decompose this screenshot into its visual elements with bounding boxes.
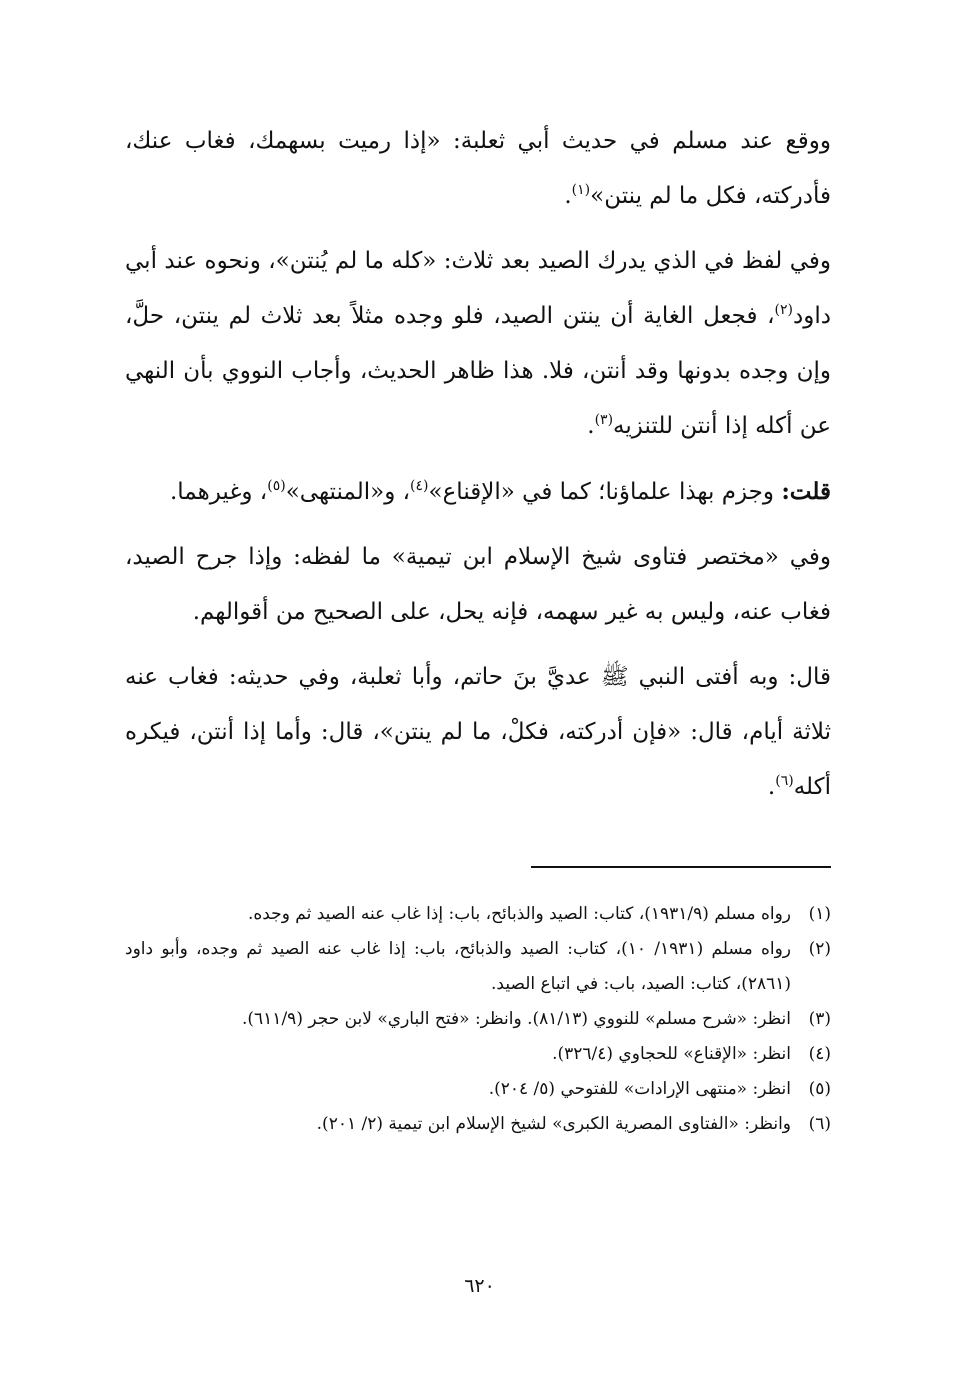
footnote-text: رواه مسلم (١٩٣١/٩)، كتاب: الصيد والذبائح، باب: إذا غاب عنه الصيد ثم وجده. [247, 904, 791, 924]
footnote-text: وانظر: «الفتاوى المصرية الكبرى» لشيخ الإسلام ابن تيمية (٢/ ٢٠١). [316, 1114, 791, 1134]
footnote-number: (٣) [808, 1009, 831, 1029]
paragraph-5-text: قال: وبه أفتى النبي ﷺ عديَّ بنَ حاتم، وأبا ثعلبة، وفي حديثه: فغاب عنه ثلاثة أيام، قال: «فإن أدركته، فكلْ، ما لم ينتن»، قال: وأما إذا أنتن، فيكره أكله [125, 664, 831, 800]
footnote-4 [125, 1037, 831, 1072]
paragraph-1-text: ووقع عند مسلم في حديث أبي ثعلبة: «إذا رميت بسهمك، فغاب عنك، فأدركته، فكل ما لم ينتن» [125, 128, 831, 209]
paragraph-3-text-2: ، و«المنتهى» [285, 479, 411, 505]
paragraph-1 [125, 114, 831, 224]
footnote-ref-3[interactable]: (٣) [594, 412, 614, 428]
footnote-text: رواه مسلم (١٩٣١/ ١٠)، كتاب: الصيد والذبائح، باب: إذا غاب عنه الصيد ثم وجده، وأبو داود (٢٨٦١)، كتاب: الصيد، باب: في اتباع الصيد. [125, 939, 791, 994]
footnote-text: انظر: «منتهى الإرادات» للفتوحي (٥/ ٢٠٤). [488, 1079, 791, 1099]
footnote-ref-1[interactable]: (١) [571, 182, 591, 198]
footnote-ref-5[interactable]: (٥) [267, 478, 286, 494]
paragraph-2 [125, 234, 831, 454]
footnote-ref-6[interactable]: (٦) [775, 773, 794, 789]
footnote-text: انظر: «شرح مسلم» للنووي (٨١/١٣). وانظر: «فتح الباري» لابن حجر (٦١١/٩). [242, 1009, 791, 1029]
footnote-number: (٢) [808, 939, 831, 959]
page-number: ٦٢٠ [464, 1275, 495, 1297]
footnote-number: (٦) [808, 1114, 831, 1134]
paragraph-5-end: . [767, 774, 776, 800]
footnote-1 [125, 897, 831, 932]
paragraph-2-text-2: ، فجعل الغاية أن ينتن الصيد، فلو وجده مثلاً بعد ثلاث لم ينتن، حلَّ، وإن وجده بدونها وقد أنتن، فلا. هذا ظاهر الحديث، وأجاب النووي بأن النهي عن أكله إذا أنتن للتنزيه [125, 303, 831, 439]
footnote-number: (٤) [808, 1044, 831, 1064]
footnote-number: (٥) [808, 1079, 831, 1099]
paragraph-4-text: وفي «مختصر فتاوى شيخ الإسلام ابن تيمية» ما لفظه: وإذا جرح الصيد، فغاب عنه، وليس به غير سهمه، فإنه يحل، على الصحيح من أقوالهم. [125, 544, 831, 625]
paragraph-3 [125, 464, 831, 520]
footnote-3 [125, 1002, 831, 1037]
footnote-text: انظر: «الإقناع» للحجاوي (٣٢٦/٤). [552, 1044, 791, 1064]
footnote-2 [125, 932, 831, 1002]
footnote-5 [125, 1072, 831, 1107]
paragraph-3-lead: قلت: [781, 478, 831, 505]
paragraph-2-end: . [587, 413, 595, 439]
paragraph-4 [125, 530, 831, 640]
paragraph-3-text-1: وجزم بهذا علماؤنا؛ كما في «الإقناع» [428, 479, 782, 505]
footnote-separator [531, 866, 831, 868]
paragraph-5 [125, 650, 831, 815]
footnote-ref-4[interactable]: (٤) [410, 478, 429, 494]
footnote-6 [125, 1107, 831, 1142]
main-text [125, 114, 831, 825]
footnote-number: (١) [808, 904, 831, 924]
paragraph-1-end: . [564, 183, 572, 209]
footnote-ref-2[interactable]: (٢) [774, 302, 794, 318]
paragraph-2-text-1: وفي لفظ في الذي يدرك الصيد بعد ثلاث: «كله ما لم يُنتن»، ونحوه عند أبي داود [125, 248, 831, 329]
paragraph-3-text-3: ، وغيرهما. [169, 479, 268, 505]
footnotes [125, 897, 831, 1142]
